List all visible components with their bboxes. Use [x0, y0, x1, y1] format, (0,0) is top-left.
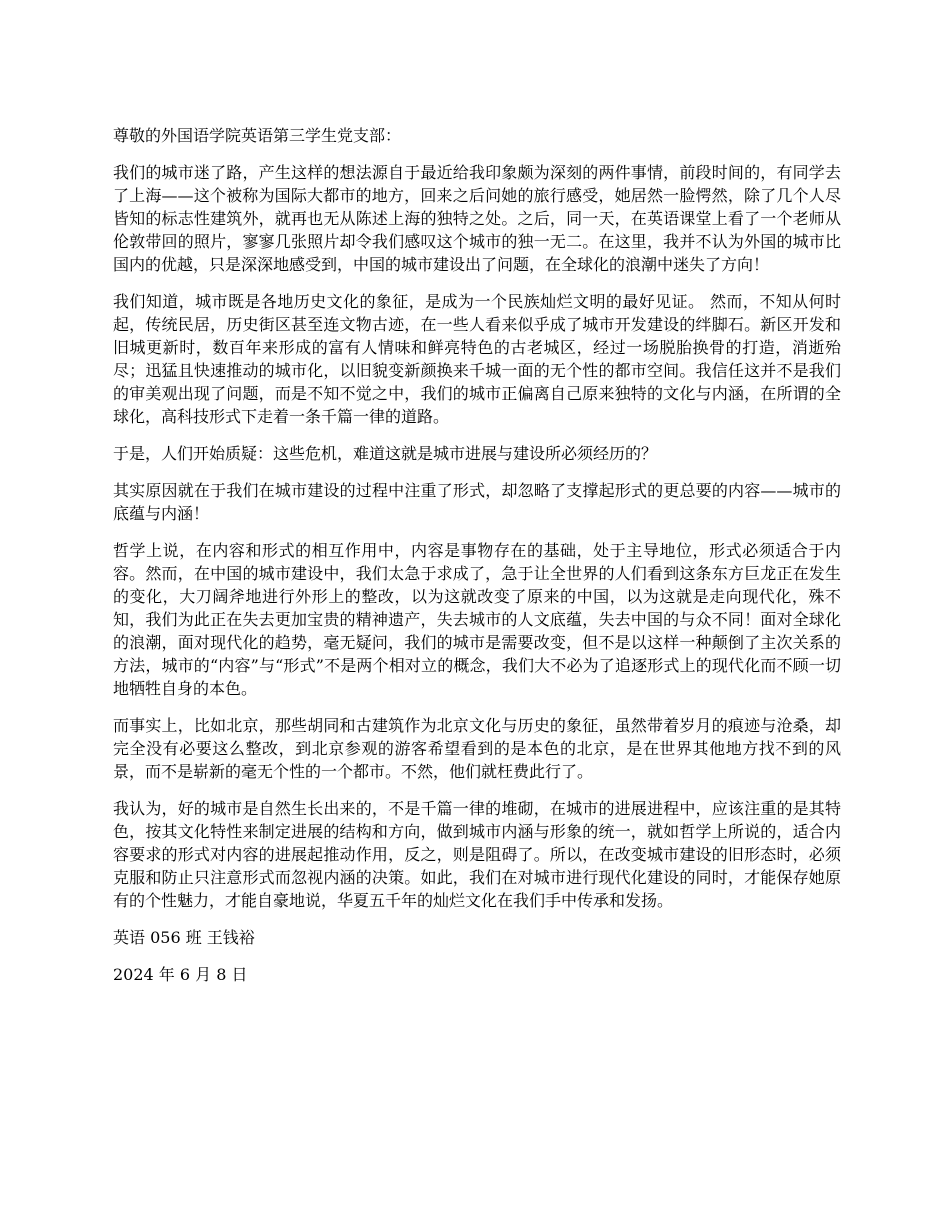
paragraph-6: 而事实上，比如北京，那些胡同和古建筑作为北京文化与历史的象征，虽然带着岁月的痕迹与沧桑，却完全没有必要这么整改，到北京参观的游客希望看到的是本色的北京，是在世界其他地方找不到的风景，而不是崭新的毫无个性的一个都市。不然，他们就枉费此行了。: [113, 716, 841, 781]
paragraph-3: 于是，人们开始质疑：这些危机，难道这就是城市进展与建设所必须经历的？: [113, 444, 658, 463]
letter-date: 2024 年 6 月 8 日: [113, 965, 248, 984]
paragraph-5: 哲学上说，在内容和形式的相互作用中，内容是事物存在的基础，处于主导地位，形式必须适合于内容。然而，在中国的城市建设中，我们太急于求成了，急于让全世界的人们看到这条东方巨龙正在发生的变化，大刀阔斧地进行外形上的整改，以为这就改变了原来的中国，以为这就是走向现代化，殊不知，我们为此正在失去更加宝贵的精神遗产，失去城市的人文底蕴，失去中国的与众不同！面对全球化的浪潮，面对现代化的趋势，毫无疑问，我们的城市是需要改变，但不是以这样一种颠倒了主次关系的方法，城市的“内容”与“形式”不是两个相对立的概念，我们大不必为了追逐形式上的现代化而不顾一切地牺牲自身的本色。: [113, 541, 841, 698]
paragraph-1: 我们的城市迷了路，产生这样的想法源自于最近给我印象颇为深刻的两件事情，前段时间的，有同学去了上海——这个被称为国际大都市的地方，回来之后问她的旅行感受，她居然一脸愕然，除了几个人尽皆知的标志性建筑外，就再也无从陈述上海的独特之处。之后，同一天，在英语课堂上看了一个老师从伦敦带回的照片，寥寥几张照片却令我们感叹这个城市的独一无二。在这里，我并不认为外国的城市比国内的优越，只是深深地感受到，中国的城市建设出了问题，在全球化的浪潮中迷失了方向！: [113, 163, 841, 274]
paragraph-4: 其实原因就在于我们在城市建设的过程中注重了形式，却忽略了支撑起形式的更总要的内容——城市的底蕴与内涵！: [113, 481, 841, 523]
letter-greeting: 尊敬的外国语学院英语第三学生党支部：: [113, 126, 402, 145]
paragraph-2: 我们知道，城市既是各地历史文化的象征，是成为一个民族灿烂文明的最好见证。 然而，不知从何时起，传统民居，历史街区甚至连文物古迹，在一些人看来似乎成了城市开发建设的绊脚石。新区开发和旧城更新时，数百年来形成的富有人情味和鲜亮特色的古老城区，经过一场脱胎换骨的打造，消逝殆尽；迅猛且快速推动的城市化，以旧貌变新颜换来千城一面的无个性的都市空间。我信任这并不是我们的审美观出现了问题，而是不知不觉之中，我们的城市正偏离自己原来独特的文化与内涵，在所谓的全球化，高科技形式下走着一条千篇一律的道路。: [113, 292, 841, 426]
paragraph-7: 我认为，好的城市是自然生长出来的，不是千篇一律的堆砌，在城市的进展进程中，应该注重的是其特色，按其文化特性来制定进展的结构和方向，做到城市内涵与形象的统一，就如哲学上所说的，适合内容要求的形式对内容的进展起推动作用，反之，则是阻碍了。所以，在改变城市建设的旧形态时，必须克服和防止只注意形式而忽视内涵的决策。如此，我们在对城市进行现代化建设的同时，才能保存她原有的个性魅力，才能自豪地说，华夏五千年的灿烂文化在我们手中传承和发扬。: [113, 799, 841, 910]
letter-page: [113, 124, 841, 1000]
letter-signature: 英语 056 班 王钱裕: [113, 928, 255, 947]
